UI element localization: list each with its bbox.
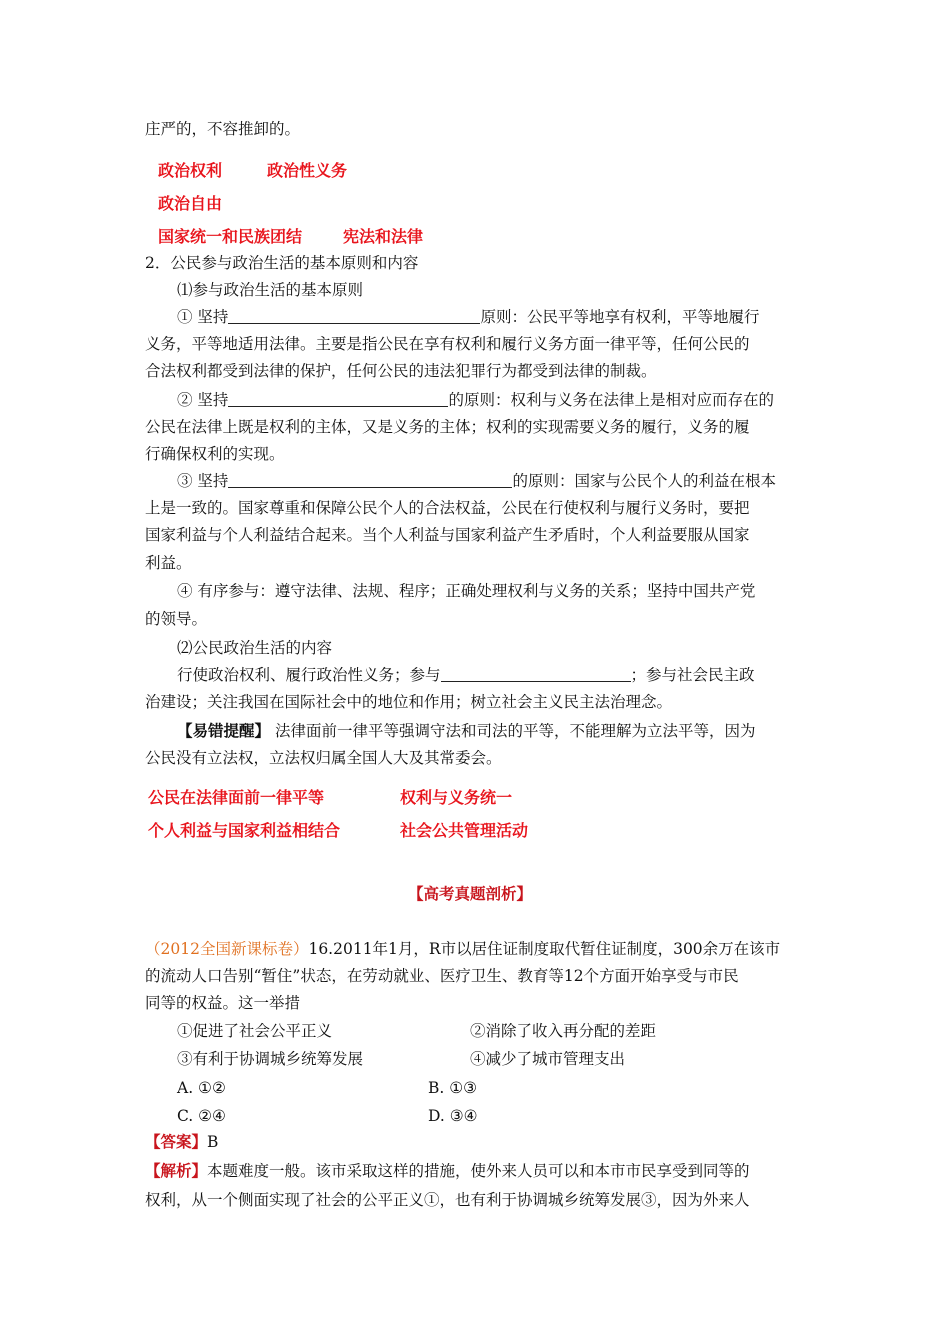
fill-blank-1 bbox=[228, 307, 480, 324]
fill-blank-4 bbox=[441, 665, 631, 682]
text-line: 公民没有立法权，立法权归属全国人大及其常委会。 bbox=[145, 749, 502, 767]
question-source: （2012全国新课标卷） bbox=[145, 940, 309, 958]
analysis-label: 【解析】 bbox=[145, 1161, 208, 1180]
text-line: 合法权利都受到法律的保护，任何公民的违法犯罪行为都受到法律的制裁。 bbox=[145, 362, 657, 380]
text-line: 公民在法律上既是权利的主体，又是义务的主体；权利的实现需要义务的履行，义务的履 bbox=[145, 418, 750, 436]
content-line bbox=[177, 664, 755, 686]
text-line: 上是一致的。国家尊重和保障公民个人的合法权益，公民在行使权利与履行义务时，要把 bbox=[145, 499, 750, 517]
subsection-title: ⑵公民政治生活的内容 bbox=[177, 639, 333, 657]
gaokao-heading: 【高考真题剖析】 bbox=[408, 884, 533, 903]
text-line: 权利，从一个侧面实现了社会的公平正义①，也有利于协调城乡统筹发展③，因为外来人 bbox=[145, 1191, 750, 1209]
choice-b: B. ①③ bbox=[428, 1079, 478, 1097]
text-line: 同等的权益。这一举措 bbox=[145, 994, 301, 1012]
answer-public-management: 社会公共管理活动 bbox=[400, 821, 529, 840]
fill-blank-2 bbox=[228, 390, 448, 407]
principle-1-line bbox=[177, 306, 759, 328]
text-line: 国家利益与个人利益结合起来。当个人利益与国家利益产生矛盾时，个人利益要服从国家 bbox=[145, 526, 750, 544]
analysis-text: 本题难度一般。该市采取这样的措施，使外来人员可以和本市市民享受到同等的 bbox=[207, 1162, 750, 1180]
answer-label: 【答案】 bbox=[145, 1132, 208, 1151]
answer-political-duties: 政治性义务 bbox=[267, 161, 348, 180]
principle-2-end: 的原则：权利与义务在法律上是相对应而存在的 bbox=[448, 391, 774, 409]
tip-text: 法律面前一律平等强调守法和司法的平等，不能理解为立法平等，因为 bbox=[270, 722, 756, 740]
section-title: 2．公民参与政治生活的基本原则和内容 bbox=[145, 254, 419, 272]
tip-line bbox=[177, 720, 755, 742]
text-line: 行确保权利的实现。 bbox=[145, 445, 285, 463]
option-4: ④减少了城市管理支出 bbox=[470, 1050, 626, 1068]
answer-line bbox=[145, 1131, 218, 1153]
answer-unity: 国家统一和民族团结 bbox=[158, 227, 303, 246]
option-2: ②消除了收入再分配的差距 bbox=[470, 1022, 657, 1040]
principle-1-start: ① 坚持 bbox=[177, 308, 229, 326]
principle-3-line bbox=[177, 470, 776, 492]
content-end: ；参与社会民主政 bbox=[630, 666, 755, 684]
choice-a: A. ①② bbox=[177, 1079, 226, 1097]
option-3: ③有利于协调城乡统筹发展 bbox=[177, 1050, 364, 1068]
analysis-line-1 bbox=[145, 1160, 750, 1182]
answer-political-rights: 政治权利 bbox=[158, 161, 223, 180]
subsection-title: ⑴参与政治生活的基本原则 bbox=[177, 281, 364, 299]
principle-2-line bbox=[177, 389, 774, 411]
text-line: 义务，平等地适用法律。主要是指公民在享有权利和履行义务方面一律平等，任何公民的 bbox=[145, 335, 750, 353]
principle-3-end: 的原则：国家与公民个人的利益在根本 bbox=[512, 472, 776, 490]
fill-blank-3 bbox=[228, 471, 512, 488]
choice-c: C. ②④ bbox=[177, 1107, 226, 1125]
answer-rights-duties: 权利与义务统一 bbox=[400, 788, 513, 807]
answer-value: B bbox=[207, 1133, 219, 1151]
question-text: 16.2011年1月，R市以居住证制度取代暂住证制度，300余万在该市 bbox=[308, 940, 781, 958]
text-line: 的流动人口告别“暂住”状态，在劳动就业、医疗卫生、教育等12个方面开始享受与市民 bbox=[145, 967, 739, 985]
principle-1-end: 原则：公民平等地享有权利，平等地履行 bbox=[480, 308, 760, 326]
principle-2-start: ② 坚持 bbox=[177, 391, 229, 409]
text-line: 利益。 bbox=[145, 554, 192, 572]
content-start: 行使政治权利、履行政治性义务；参与 bbox=[177, 666, 441, 684]
text-line: 治建设；关注我国在国际社会中的地位和作用；树立社会主义民主法治理念。 bbox=[145, 693, 673, 711]
text-line: 的领导。 bbox=[145, 610, 208, 628]
option-1: ①促进了社会公平正义 bbox=[177, 1022, 333, 1040]
answer-constitution: 宪法和法律 bbox=[343, 227, 424, 246]
answer-equality: 公民在法律面前一律平等 bbox=[148, 788, 325, 807]
text-line: ④ 有序参与：遵守法律、法规、程序；正确处理权利与义务的关系；坚持中国共产党 bbox=[177, 582, 756, 600]
text-line: 庄严的，不容推卸的。 bbox=[145, 120, 301, 138]
question-line-1 bbox=[145, 938, 780, 960]
principle-3-start: ③ 坚持 bbox=[177, 472, 229, 490]
choice-d: D. ③④ bbox=[428, 1107, 478, 1125]
answer-political-freedom: 政治自由 bbox=[158, 194, 223, 213]
tip-label: 【易错提醒】 bbox=[177, 721, 271, 740]
answer-interest-combine: 个人利益与国家利益相结合 bbox=[148, 821, 341, 840]
